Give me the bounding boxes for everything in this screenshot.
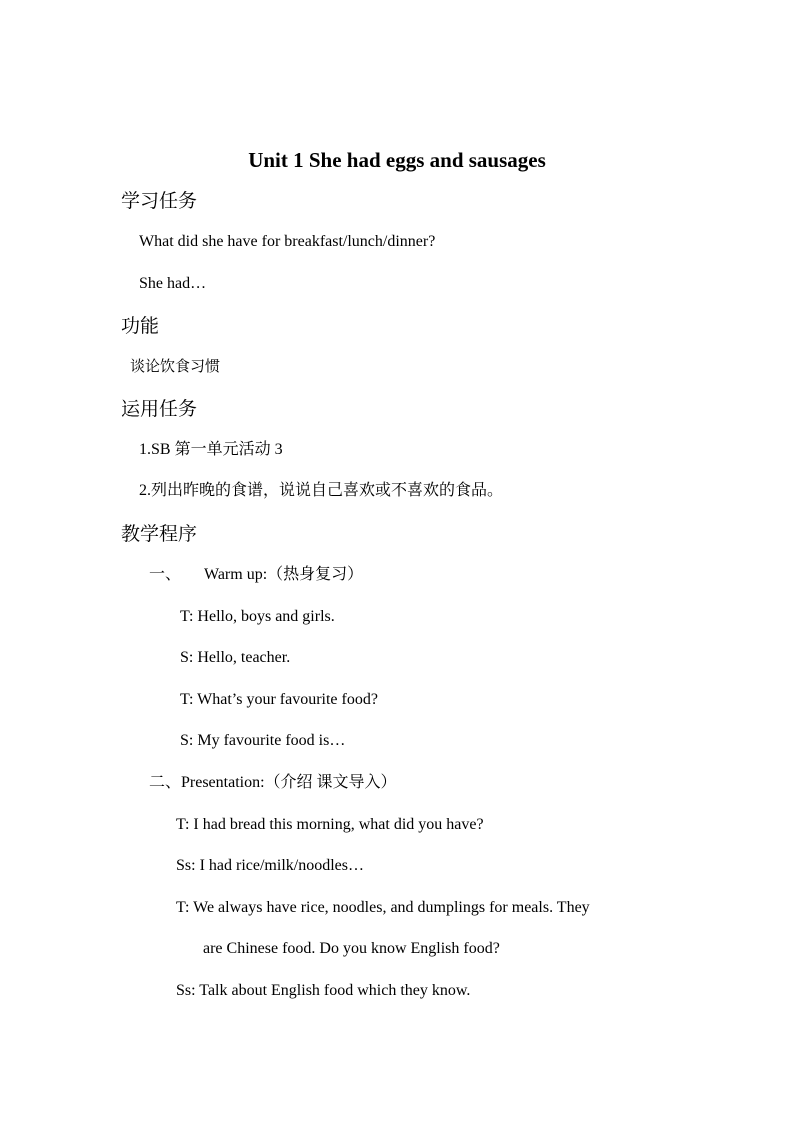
task-line-2: She had… <box>139 275 207 292</box>
lesson-title: Unit 1 She had eggs and sausages <box>248 148 546 172</box>
heading-application-tasks: 运用任务 <box>121 398 198 420</box>
step2-dialogue-1: T: I had bread this morning, what did you have? <box>176 816 484 833</box>
step1-dialogue-1: T: Hello, boys and girls. <box>180 608 335 625</box>
step2-label: 二、Presentation:（介绍 课文导入） <box>149 774 397 791</box>
step1-dialogue-2: S: Hello, teacher. <box>180 649 291 666</box>
heading-function: 功能 <box>121 315 160 337</box>
step1-dialogue-4: S: My favourite food is… <box>180 732 346 749</box>
function-line-1: 谈论饮食习惯 <box>130 357 221 375</box>
task-line-1: What did she have for breakfast/lunch/dinner? <box>139 233 436 250</box>
step2-dialogue-3: T: We always have rice, noodles, and dumplings for meals. They <box>176 899 590 916</box>
step1-label: Warm up:（热身复习） <box>204 566 364 583</box>
step2-dialogue-2: Ss: I had rice/milk/noodles… <box>176 857 364 874</box>
application-line-2: 2.列出昨晚的食谱，说说自己喜欢或不喜欢的食品。 <box>139 482 504 499</box>
step2-dialogue-4: are Chinese food. Do you know English food? <box>203 940 500 957</box>
step1-number: 一、 <box>149 566 182 583</box>
application-line-1: 1.SB 第一单元活动 3 <box>139 441 283 458</box>
heading-teaching-procedure: 教学程序 <box>121 523 198 545</box>
heading-learning-tasks: 学习任务 <box>121 190 198 212</box>
step2-dialogue-5: Ss: Talk about English food which they know. <box>176 982 471 999</box>
step1-dialogue-3: T: What’s your favourite food? <box>180 691 378 708</box>
